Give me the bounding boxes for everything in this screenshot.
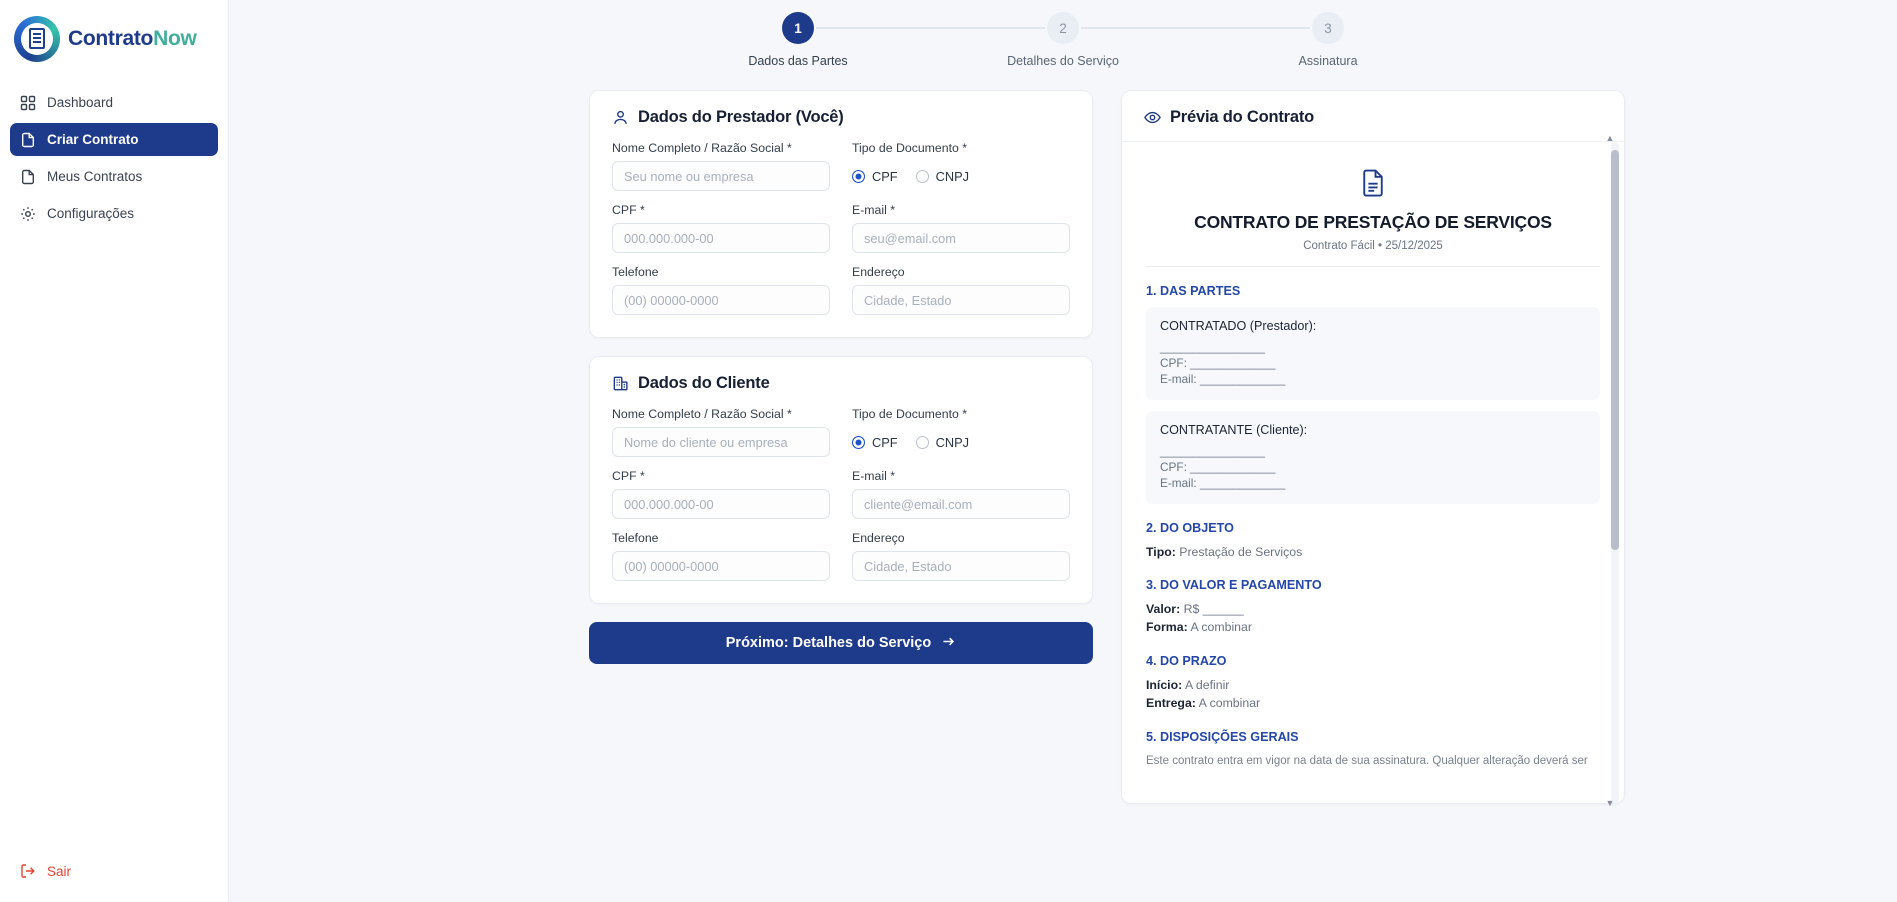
client-doctype-cpf-radio[interactable] [852,435,898,450]
section-5-text: Este contrato entra em vigor na data de sua assinatura. Qualquer alteração deverá ser [1146,754,1588,767]
logout-icon [20,863,36,879]
client-card-title: Dados do Cliente [638,374,770,392]
main-area [229,0,1897,902]
client-doctype-radios [852,427,1070,457]
preview-scroll-area[interactable] [1122,133,1624,808]
objeto-tipo-value: Prestação de Serviços [1179,544,1303,559]
contratado-title: CONTRATADO (Prestador): [1160,319,1317,333]
objeto-tipo-key: Tipo: [1146,544,1176,559]
client-cpf-input[interactable] [612,489,830,519]
file-plus-icon [20,132,36,148]
provider-doctype-field [852,141,1070,191]
provider-phone-field [612,265,830,315]
client-card-header [590,357,1092,407]
form-row [612,265,1070,315]
provider-card [589,90,1093,338]
contratante-cpf: CPF: _____________ [1160,459,1276,474]
form-row [612,203,1070,253]
brand-logo-area[interactable] [0,0,228,76]
step-number: 2 [1047,12,1079,44]
file-icon [20,169,36,185]
contract-doc-title: CONTRATO DE PRESTAÇÃO DE SERVIÇOS [1194,212,1552,232]
building-icon [612,375,629,392]
radio-dot-selected [852,170,865,183]
form-row [612,469,1070,519]
next-step-label: Próximo: Detalhes do Serviço [725,635,932,651]
section-2-title: 2. DO OBJETO [1146,520,1234,535]
client-doctype-cnpj-radio[interactable] [916,435,969,450]
provider-doctype-cpf-label: CPF [872,168,898,184]
provider-doctype-radios [852,161,1070,191]
progress-stepper [229,0,1897,68]
radio-dot-selected [852,436,865,449]
client-card [589,356,1093,604]
sidebar-item-meus-contratos[interactable] [10,160,218,193]
provider-address-label: Endereço [852,265,905,279]
logout-button[interactable] [10,856,81,886]
step-number: 3 [1312,12,1344,44]
form-row [612,531,1070,581]
contratante-title: CONTRATANTE (Cliente): [1160,422,1308,437]
valor-row [1146,601,1600,619]
sidebar [0,0,229,902]
arrow-right-icon [941,634,956,653]
provider-doctype-label: Tipo de Documento * [852,141,968,155]
provider-address-field [852,265,1070,315]
step-number: 1 [782,12,814,44]
brand-name [68,27,197,51]
form-row [612,407,1070,457]
contratado-box [1146,307,1600,400]
preview-column [1121,90,1625,808]
sidebar-item-label: Criar Contrato [47,132,139,147]
sidebar-item-label: Dashboard [47,95,114,110]
objeto-tipo-row [1146,544,1600,562]
step-3-assinatura[interactable] [1196,12,1461,68]
step-label: Assinatura [1298,54,1358,68]
provider-doctype-cnpj-radio[interactable] [916,169,969,184]
step-label: Detalhes do Serviço [1007,54,1119,68]
step-label: Dados das Partes [748,54,848,68]
sidebar-item-criar-contrato[interactable] [10,123,218,156]
preview-card-title: Prévia do Contrato [1170,108,1315,126]
client-email-field [852,469,1070,519]
provider-phone-label: Telefone [612,265,659,279]
provider-email-input[interactable] [852,223,1070,253]
inicio-row [1146,677,1600,695]
forma-value: A combinar [1190,620,1252,635]
content-columns [589,68,1897,808]
inicio-value: A definir [1184,678,1230,693]
client-phone-input[interactable] [612,551,830,581]
form-column [589,90,1093,804]
sidebar-item-dashboard[interactable] [10,86,218,119]
contratonow-logo-icon [14,16,60,62]
step-connector [830,27,1045,29]
entrega-row [1146,695,1600,713]
client-doctype-cpf-label: CPF [872,434,898,450]
provider-card-header [590,91,1092,141]
preview-scrollbar[interactable] [1605,133,1619,808]
valor-value: R$ ______ [1183,602,1244,617]
sidebar-item-label: Meus Contratos [47,169,143,184]
contratante-name: ________________ [1160,443,1265,458]
section-4-title: 4. DO PRAZO [1146,654,1227,669]
contract-doc-subtitle: Contrato Fácil • 25/12/2025 [1146,240,1600,267]
provider-address-input[interactable] [852,285,1070,315]
client-doctype-label: Tipo de Documento * [852,407,968,421]
document-icon [1146,168,1600,198]
entrega-key: Entrega: [1146,695,1196,710]
brand-name-part1: Contrato [68,27,154,50]
step-2-detalhes-do-servico[interactable] [931,12,1196,68]
brand-name-part2: Now [153,27,197,50]
contratado-email: E-mail: _____________ [1160,371,1286,386]
client-name-input[interactable] [612,427,830,457]
section-1-title: 1. DAS PARTES [1146,284,1241,298]
provider-card-title: Dados do Prestador (Você) [638,108,844,126]
valor-key: Valor: [1146,602,1181,617]
provider-card-body [590,141,1092,337]
provider-cpf-field [612,203,830,253]
client-card-body [590,407,1092,603]
sidebar-item-label: Configurações [47,206,135,221]
client-email-input[interactable] [852,489,1070,519]
sidebar-nav [0,76,228,230]
client-email-label: E-mail * [852,469,896,483]
provider-doctype-cnpj-label: CNPJ [935,168,970,184]
provider-cpf-input[interactable] [612,223,830,253]
client-name-field [612,407,830,457]
client-address-label: Endereço [852,531,905,545]
radio-dot [916,170,929,183]
sidebar-item-configuracoes[interactable] [10,197,218,230]
chevron-up-icon[interactable]: ▲ [1605,133,1615,143]
eye-icon [1144,109,1161,126]
client-cpf-field [612,469,830,519]
radio-dot [916,436,929,449]
section-5-title: 5. DISPOSIÇÕES GERAIS [1146,729,1299,744]
chevron-down-icon[interactable]: ▼ [1605,798,1615,808]
contratado-name: ________________ [1160,340,1265,354]
contract-preview-card [1121,90,1625,808]
client-doctype-field [852,407,1070,457]
client-address-field [852,531,1070,581]
logout-label: Sair [47,863,72,879]
client-phone-label: Telefone [612,531,659,545]
provider-doctype-cpf-radio[interactable] [852,169,898,184]
client-phone-field [612,531,830,581]
client-name-label: Nome Completo / Razão Social * [612,407,792,421]
grid-icon [20,95,36,111]
provider-name-input[interactable] [612,161,830,191]
step-connector [1095,27,1310,29]
gear-icon [20,206,36,222]
next-step-button[interactable] [589,622,1093,664]
provider-name-field [612,141,830,191]
client-doctype-cnpj-label: CNPJ [935,434,970,450]
provider-email-label: E-mail * [852,203,896,217]
contratado-cpf: CPF: _____________ [1160,355,1276,370]
client-address-input[interactable] [852,551,1070,581]
form-row [612,141,1070,191]
contratante-email: E-mail: _____________ [1160,475,1286,490]
provider-cpf-label: CPF * [612,203,645,217]
entrega-value: A combinar [1198,695,1261,710]
inicio-key: Início: [1146,678,1183,693]
forma-row [1146,619,1600,637]
provider-name-label: Nome Completo / Razão Social * [612,141,792,155]
scrollbar-thumb[interactable] [1611,150,1619,550]
preview-card-header [1122,91,1624,141]
provider-email-field [852,203,1070,253]
section-3-title: 3. DO VALOR E PAGAMENTO [1146,578,1322,593]
client-cpf-label: CPF * [612,469,645,483]
provider-phone-input[interactable] [612,285,830,315]
step-1-dados-das-partes[interactable] [666,12,931,68]
forma-key: Forma: [1146,620,1188,635]
user-icon [612,109,629,126]
contratante-box [1146,411,1600,504]
